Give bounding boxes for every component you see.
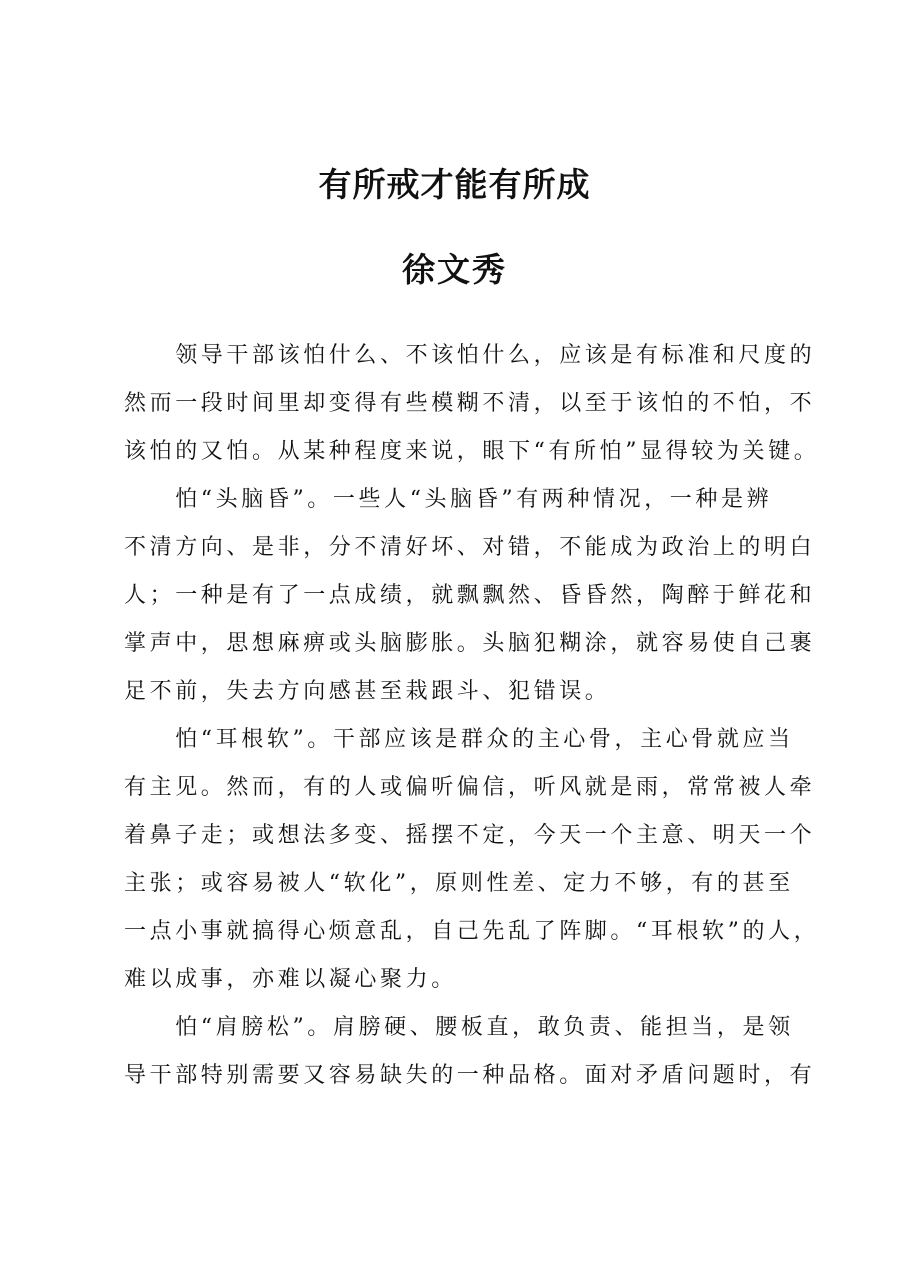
text-line: 一点小事就搞得心烦意乱，自己先乱了阵脚。“耳根软”的人， xyxy=(124,919,820,944)
text-line: 不清方向、是非，分不清好坏、对错，不能成为政治上的明白 xyxy=(124,535,816,560)
text-line: 导干部特别需要又容易缺失的一种品格。面对矛盾问题时，有 xyxy=(124,1063,816,1088)
text-line: 该怕的又怕。从某种程度来说，眼下“有所怕”显得较为关键。 xyxy=(124,439,820,464)
text-line: 怕“肩膀松”。肩膀硬、腰板直，敢负责、能担当，是领 xyxy=(124,1015,794,1040)
text-line: 主张；或容易被人“软化”，原则性差、定力不够，有的甚至 xyxy=(124,871,794,896)
text-line: 掌声中，思想麻痹或头脑膨胀。头脑犯糊涂，就容易使自己裹 xyxy=(124,631,816,656)
paragraph-2 xyxy=(124,476,824,716)
paragraph-4 xyxy=(124,1004,824,1100)
text-line: 领导干部该怕什么、不该怕什么，应该是有标准和尺度的 xyxy=(124,343,816,368)
text-line: 怕“头脑昏”。一些人“头脑昏”有两种情况，一种是辨 xyxy=(124,487,773,512)
text-line: 人；一种是有了一点成绩，就飘飘然、昏昏然，陶醉于鲜花和 xyxy=(124,583,816,608)
article-author: 徐文秀 xyxy=(402,250,507,289)
text-line: 着鼻子走；或想法多变、摇摆不定，今天一个主意、明天一个 xyxy=(124,823,816,848)
text-line: 怕“耳根软”。干部应该是群众的主心骨，主心骨就应当 xyxy=(124,727,794,752)
text-line: 然而一段时间里却变得有些模糊不清，以至于该怕的不怕，不 xyxy=(124,391,816,416)
text-line: 难以成事，亦难以凝心聚力。 xyxy=(124,967,457,992)
paragraph-3 xyxy=(124,716,824,1004)
text-line: 足不前，失去方向感甚至栽跟斗、犯错误。 xyxy=(124,679,611,704)
text-line: 有主见。然而，有的人或偏听偏信，听风就是雨，常常被人牵 xyxy=(124,775,816,800)
article-body xyxy=(124,332,824,1100)
article-title: 有所戒才能有所成 xyxy=(318,165,591,204)
paragraph-1 xyxy=(124,332,824,476)
